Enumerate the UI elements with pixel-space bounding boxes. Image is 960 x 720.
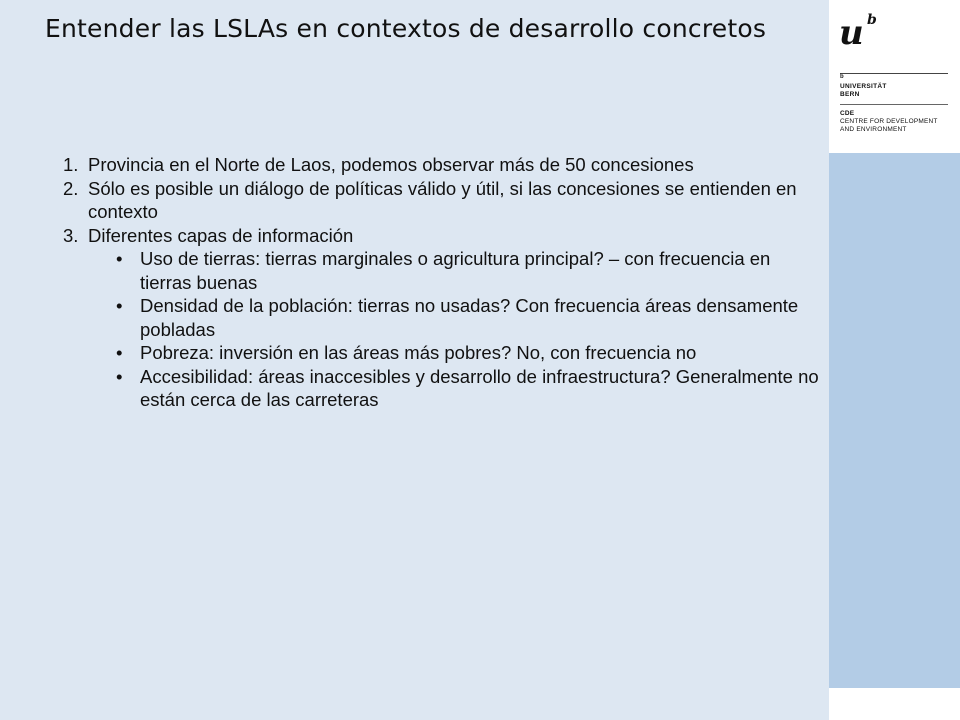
bullet-icon: • — [116, 248, 123, 269]
university-name-line2: BERN — [840, 91, 860, 98]
bullet-icon: • — [116, 295, 123, 316]
item-text: Sólo es posible un diálogo de políticas válido y útil, si las concesiones se entienden en contexto — [88, 177, 797, 222]
bullet-item — [63, 247, 823, 294]
item-number: 3. — [63, 224, 79, 246]
logo-small-b: b — [840, 74, 844, 80]
numbered-item — [63, 153, 823, 177]
logo-divider-2 — [840, 104, 948, 105]
item-text: Provincia en el Norte de Laos, podemos observar más de 50 concesiones — [88, 154, 694, 175]
university-logo-icon: u — [839, 13, 864, 53]
bullet-text: Accesibilidad: áreas inaccesibles y desarrollo de infraestructura? Generalmente no están cerca de las carreteras — [140, 365, 819, 410]
logo-panel — [829, 0, 960, 720]
cde-name-line2: AND ENVIRONMENT — [840, 126, 907, 133]
university-logo-superscript: b — [867, 12, 877, 28]
panel-color-block — [829, 153, 960, 688]
slide-body — [63, 153, 823, 412]
bullet-text: Pobreza: inversión en las áreas más pobres? No, con frecuencia no — [140, 342, 697, 363]
bullet-icon: • — [116, 342, 123, 363]
bullet-item — [63, 294, 823, 341]
cde-name — [840, 110, 938, 134]
bullet-item — [63, 365, 823, 412]
bullet-text: Densidad de la población: tierras no usadas? Con frecuencia áreas densamente pobladas — [140, 295, 799, 340]
numbered-item — [63, 177, 823, 224]
slide-title: Entender las LSLAs en contextos de desarrollo concretos — [45, 14, 767, 43]
cde-name-line1: CENTRE FOR DEVELOPMENT — [840, 118, 938, 125]
item-number: 2. — [63, 177, 79, 199]
bullet-item — [63, 341, 823, 365]
item-text: Diferentes capas de información — [88, 224, 354, 246]
university-name-line1: UNIVERSITÄT — [840, 83, 887, 90]
bullet-icon: • — [116, 365, 123, 387]
logo-divider — [840, 73, 948, 74]
bullet-text: Uso de tierras: tierras marginales o agricultura principal? – con frecuencia en tierras buenas — [140, 248, 771, 293]
university-name — [840, 83, 887, 99]
numbered-item — [63, 224, 823, 248]
item-number: 1. — [63, 154, 79, 175]
cde-abbr: CDE — [840, 110, 855, 117]
